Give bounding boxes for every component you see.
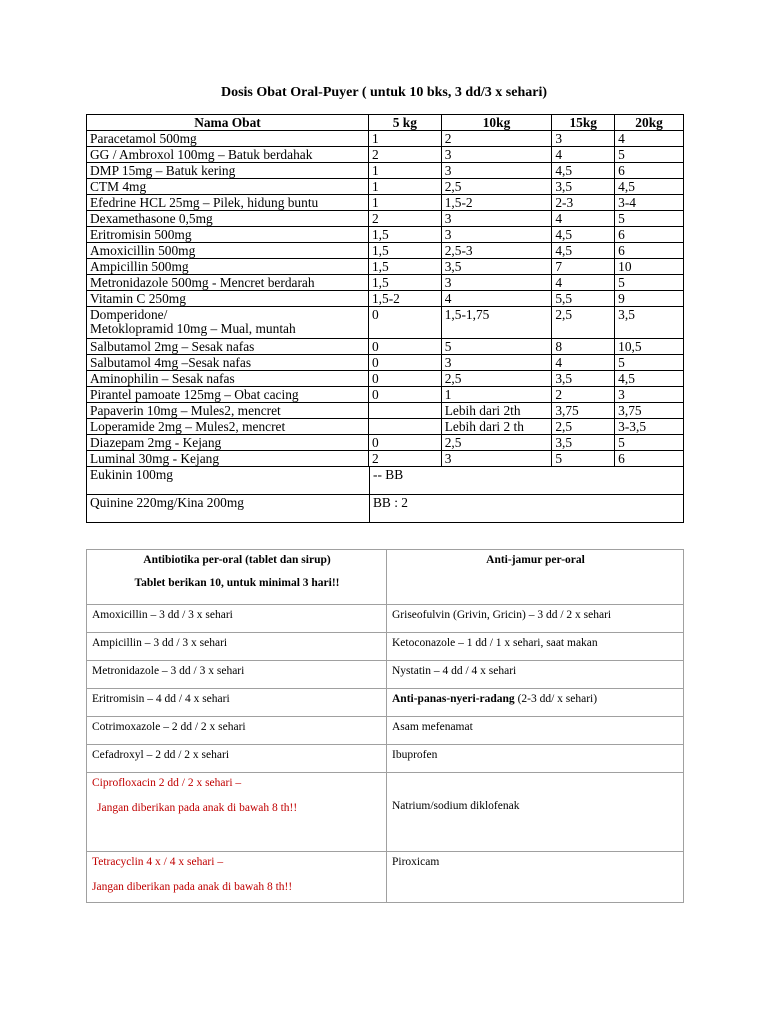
dose-value: 0 xyxy=(368,387,441,403)
dose-table-body xyxy=(87,131,684,467)
dose-value: 3 xyxy=(552,131,615,147)
dose-value: 3 xyxy=(441,147,552,163)
table-row xyxy=(87,355,684,371)
dose-value: 3 xyxy=(441,275,552,291)
dose-value: 4 xyxy=(552,275,615,291)
table-row xyxy=(87,243,684,259)
antibiotic-item: Metronidazole – 3 dd / 3 x sehari xyxy=(87,661,387,689)
dose-value xyxy=(368,403,441,419)
dose-value: 4,5 xyxy=(615,179,684,195)
dose-value: 10,5 xyxy=(615,339,684,355)
dose-value: 3,5 xyxy=(552,435,615,451)
dose-value: 2 xyxy=(368,147,441,163)
dose-value: Lebih dari 2 th xyxy=(441,419,552,435)
table-row xyxy=(87,195,684,211)
dose-value: 1,5 xyxy=(368,275,441,291)
dose-value: 2,5-3 xyxy=(441,243,552,259)
dose-value: 4,5 xyxy=(615,371,684,387)
dose-value: 1,5-2 xyxy=(368,291,441,307)
table-row xyxy=(87,495,684,523)
dose-value: 3-3,5 xyxy=(615,419,684,435)
dose-value: 2,5 xyxy=(552,307,615,339)
dose-value: 1,5 xyxy=(368,243,441,259)
drug-name: Loperamide 2mg – Mules2, mencret xyxy=(87,419,369,435)
table-row xyxy=(87,291,684,307)
dose-value: 3 xyxy=(441,227,552,243)
drug-name: Domperidone/ Metoklopramid 10mg – Mual, muntah xyxy=(87,307,369,339)
dose-value: 1 xyxy=(368,163,441,179)
dose-value: 3 xyxy=(441,355,552,371)
dose-value: 0 xyxy=(368,355,441,371)
antifungal-item: Ketoconazole – 1 dd / 1 x sehari, saat makan xyxy=(387,633,684,661)
analgesic-item: Piroxicam xyxy=(387,852,684,903)
dose-value: 4 xyxy=(552,211,615,227)
table-row xyxy=(87,403,684,419)
antibiotic-item: Cotrimoxazole – 2 dd / 2 x sehari xyxy=(87,717,387,745)
drug-name: Amoxicillin 500mg xyxy=(87,243,369,259)
antibiotic-item: Amoxicillin – 3 dd / 3 x sehari xyxy=(87,605,387,633)
dose-table xyxy=(86,114,684,467)
table-row xyxy=(87,227,684,243)
table-row xyxy=(87,633,684,661)
table-row xyxy=(87,163,684,179)
drug-name: Pirantel pamoate 125mg – Obat cacing xyxy=(87,387,369,403)
dose-value: 4 xyxy=(552,355,615,371)
dose-value: 1 xyxy=(368,179,441,195)
tetra-label: Tetracyclin 4 x / 4 x sehari – xyxy=(92,856,224,868)
header-cell: 5 kg xyxy=(368,115,441,131)
drug-name: Eukinin 100mg xyxy=(87,467,370,495)
analgesic-dose: (2-3 dd/ x sehari) xyxy=(514,693,598,705)
drug-name: Eritromisin 500mg xyxy=(87,227,369,243)
dose-value: 4 xyxy=(615,131,684,147)
table-row xyxy=(87,661,684,689)
dose-value: 5 xyxy=(552,451,615,467)
drug-name: Dexamethasone 0,5mg xyxy=(87,211,369,227)
dose-value: 5 xyxy=(615,211,684,227)
dose-value: 0 xyxy=(368,307,441,339)
drug-list-table xyxy=(86,549,684,903)
table-row xyxy=(87,259,684,275)
dose-value: 10 xyxy=(615,259,684,275)
cipro-label: Ciprofloxacin 2 dd / 2 x sehari – xyxy=(92,777,242,789)
dose-value: 3,75 xyxy=(552,403,615,419)
dose-value: 1 xyxy=(368,195,441,211)
dose-value: 6 xyxy=(615,163,684,179)
header-cell: 10kg xyxy=(441,115,552,131)
diclofenac-label: Natrium/sodium diklofenak xyxy=(392,800,520,812)
drug-name: GG / Ambroxol 100mg – Batuk berdahak xyxy=(87,147,369,163)
dose-value: 3,5 xyxy=(615,307,684,339)
table-row xyxy=(87,339,684,355)
table-row xyxy=(87,605,684,633)
dose-extra-table xyxy=(86,466,684,523)
table-row xyxy=(87,211,684,227)
drug-name: Vitamin C 250mg xyxy=(87,291,369,307)
dose-value: 5 xyxy=(441,339,552,355)
table-row xyxy=(87,467,684,495)
dose-value: 1 xyxy=(441,387,552,403)
dose-table-header xyxy=(87,115,684,131)
dose-value: 2 xyxy=(441,131,552,147)
dose-value: 9 xyxy=(615,291,684,307)
drug-name: Quinine 220mg/Kina 200mg xyxy=(87,495,370,523)
drug-name: Diazepam 2mg - Kejang xyxy=(87,435,369,451)
table-row xyxy=(87,131,684,147)
drug-name: Salbutamol 2mg – Sesak nafas xyxy=(87,339,369,355)
table-row xyxy=(87,773,684,852)
dose-value xyxy=(368,419,441,435)
table-row xyxy=(87,689,684,717)
dose-value: 0 xyxy=(368,339,441,355)
antifungal-header: Anti-jamur per-oral xyxy=(387,550,684,605)
table-row xyxy=(87,307,684,339)
table-row xyxy=(87,451,684,467)
dose-value: 8 xyxy=(552,339,615,355)
dose-value: 1,5-2 xyxy=(441,195,552,211)
drug-name: Papaverin 10mg – Mules2, mencret xyxy=(87,403,369,419)
header-cell: 15kg xyxy=(552,115,615,131)
dose-value: 1,5 xyxy=(368,227,441,243)
antifungal-item: Nystatin – 4 dd / 4 x sehari xyxy=(387,661,684,689)
page-title: Dosis Obat Oral-Puyer ( untuk 10 bks, 3 dd/3 x sehari) xyxy=(220,85,548,100)
dose-value: 6 xyxy=(615,451,684,467)
dose-value: 3,75 xyxy=(615,403,684,419)
table-row xyxy=(87,387,684,403)
dose-value: 1,5 xyxy=(368,259,441,275)
table-row xyxy=(87,717,684,745)
dose-value: 2 xyxy=(368,451,441,467)
dose-value: 3,5 xyxy=(441,259,552,275)
analgesic-item: Ibuprofen xyxy=(387,745,684,773)
table-row xyxy=(87,435,684,451)
table-row xyxy=(87,275,684,291)
drug-name: Ampicillin 500mg xyxy=(87,259,369,275)
cipro-warning: Jangan diberikan pada anak di bawah 8 th!! xyxy=(97,802,298,814)
table-row xyxy=(87,371,684,387)
antifungal-item: Griseofulvin (Grivin, Gricin) – 3 dd / 2 x sehari xyxy=(387,605,684,633)
dose-value: 1,5-1,75 xyxy=(441,307,552,339)
dose-value: 2 xyxy=(368,211,441,227)
dose-value: 3,5 xyxy=(552,179,615,195)
dose-value: 4,5 xyxy=(552,243,615,259)
dose-value: Lebih dari 2th xyxy=(441,403,552,419)
drug-name: DMP 15mg – Batuk kering xyxy=(87,163,369,179)
tetra-warning: Jangan diberikan pada anak di bawah 8 th!! xyxy=(92,881,293,893)
table-row xyxy=(87,147,684,163)
dose-value: 2,5 xyxy=(441,371,552,387)
dose-value: 3 xyxy=(441,451,552,467)
antibiotic-item: Ampicillin – 3 dd / 3 x sehari xyxy=(87,633,387,661)
analgesic-item: Asam mefenamat xyxy=(387,717,684,745)
antibiotic-title: Antibiotika per-oral (tablet dan sirup) xyxy=(143,554,331,566)
dose-value: 5 xyxy=(615,147,684,163)
dose-value: 3 xyxy=(615,387,684,403)
header-cell: 20kg xyxy=(615,115,684,131)
dose-value: 2,5 xyxy=(441,435,552,451)
drug-name: Paracetamol 500mg xyxy=(87,131,369,147)
dose-value: 2,5 xyxy=(441,179,552,195)
dose-value: 7 xyxy=(552,259,615,275)
dose-value: 3-4 xyxy=(615,195,684,211)
table-row xyxy=(87,745,684,773)
dose-value: 3,5 xyxy=(552,371,615,387)
analgesic-title: Anti-panas-nyeri-radang xyxy=(392,693,515,705)
dose-value: 3 xyxy=(441,211,552,227)
dose-value: 6 xyxy=(615,243,684,259)
dose-value: 2-3 xyxy=(552,195,615,211)
dose-value: 5 xyxy=(615,435,684,451)
antibiotic-header xyxy=(87,550,387,605)
dose-value: 1 xyxy=(368,131,441,147)
drug-name: Aminophilin – Sesak nafas xyxy=(87,371,369,387)
dose-value: 5 xyxy=(615,355,684,371)
antibiotic-item: Cefadroxyl – 2 dd / 2 x sehari xyxy=(87,745,387,773)
dose-value: -- BB xyxy=(370,467,684,495)
antibiotic-item-warning xyxy=(87,852,387,903)
analgesic-item xyxy=(387,773,684,852)
dose-value: 4 xyxy=(552,147,615,163)
table-row xyxy=(87,419,684,435)
antibiotic-item: Eritromisin – 4 dd / 4 x sehari xyxy=(87,689,387,717)
dose-value: 2 xyxy=(552,387,615,403)
dose-value: BB : 2 xyxy=(370,495,684,523)
dose-value: 3 xyxy=(441,163,552,179)
dose-value: 0 xyxy=(368,435,441,451)
dose-value: 4,5 xyxy=(552,163,615,179)
dose-value: 4 xyxy=(441,291,552,307)
dose-value: 4,5 xyxy=(552,227,615,243)
drug-name: Salbutamol 4mg –Sesak nafas xyxy=(87,355,369,371)
antibiotic-item-warning xyxy=(87,773,387,852)
drug-name: CTM 4mg xyxy=(87,179,369,195)
drug-name: Efedrine HCL 25mg – Pilek, hidung buntu xyxy=(87,195,369,211)
dose-value: 5 xyxy=(615,275,684,291)
table-header-row xyxy=(87,550,684,605)
dose-value: 5,5 xyxy=(552,291,615,307)
dose-value: 0 xyxy=(368,371,441,387)
dose-value: 2,5 xyxy=(552,419,615,435)
header-cell: Nama Obat xyxy=(87,115,369,131)
table-row xyxy=(87,179,684,195)
dose-value: 6 xyxy=(615,227,684,243)
drug-name: Metronidazole 500mg - Mencret berdarah xyxy=(87,275,369,291)
antibiotic-subtitle: Tablet berikan 10, untuk minimal 3 hari!! xyxy=(134,577,340,589)
drug-name: Luminal 30mg - Kejang xyxy=(87,451,369,467)
analgesic-header xyxy=(387,689,684,717)
table-row xyxy=(87,852,684,903)
